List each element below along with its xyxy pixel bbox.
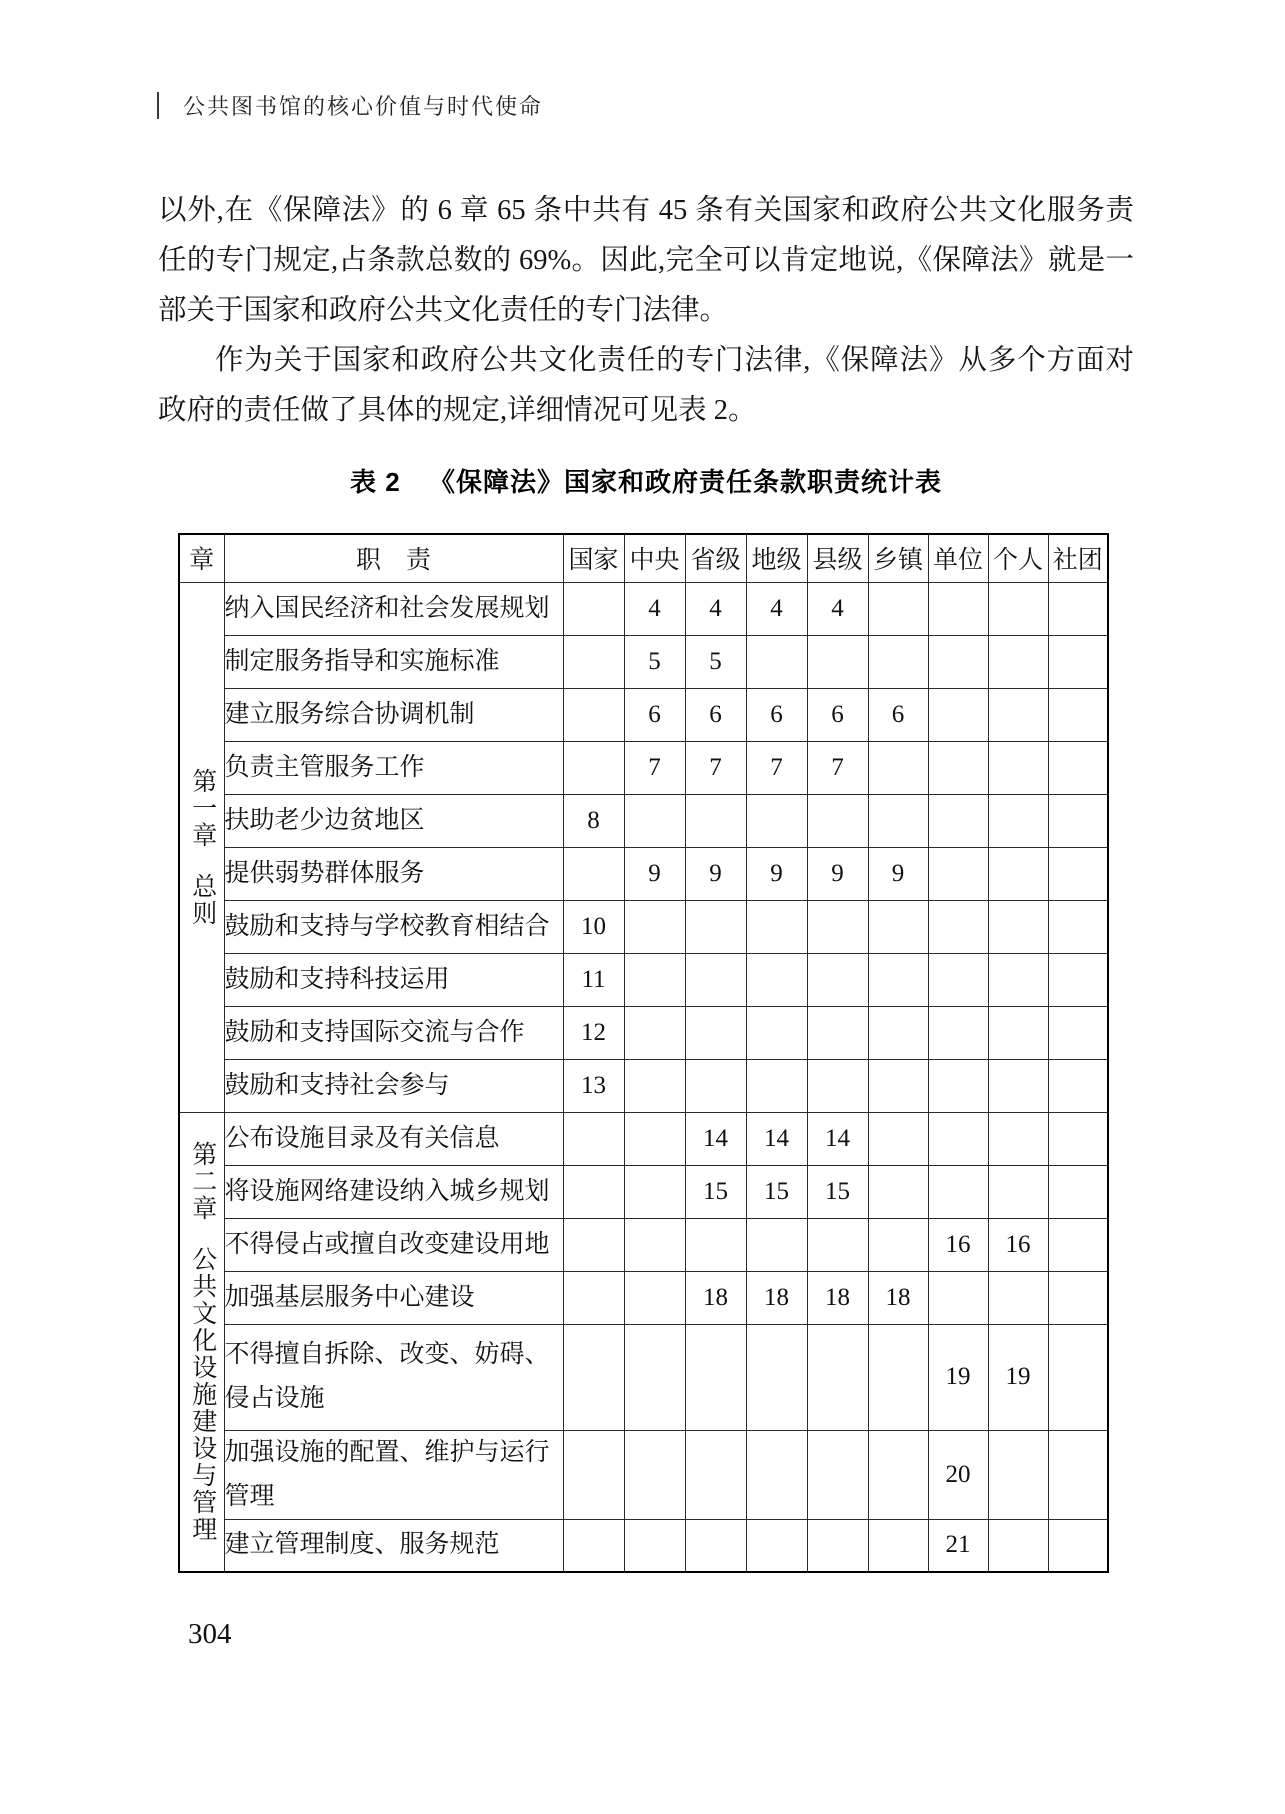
table-row (179, 688, 1108, 741)
duty-cell: 公布设施目录及有关信息 (224, 1112, 563, 1165)
value-cell: 19 (988, 1324, 1048, 1430)
value-cell (807, 1324, 868, 1430)
value-cell (685, 1324, 746, 1430)
paragraph-2: 作为关于国家和政府公共文化责任的专门法律,《保障法》从多个方面对政府的责任做了具体的规定,详细情况可见表 2。 (158, 345, 1134, 426)
value-cell (746, 1519, 807, 1572)
table-row (179, 1430, 1108, 1519)
value-cell: 14 (807, 1112, 868, 1165)
value-cell (868, 635, 928, 688)
value-cell (624, 953, 685, 1006)
duty-cell: 鼓励和支持国际交流与合作 (224, 1006, 563, 1059)
value-cell: 8 (563, 794, 624, 847)
value-cell (988, 1271, 1048, 1324)
value-cell (624, 1112, 685, 1165)
value-cell (868, 794, 928, 847)
paragraph-1: 以外,在《保障法》的 6 章 65 条中共有 45 条有关国家和政府公共文化服务责任的专门规定,占条款总数的 69%。因此,完全可以肯定地说,《保障法》就是一部关于国家和政府公共文化责任的专门法律。 (158, 195, 1134, 326)
value-cell (807, 1218, 868, 1271)
value-cell (563, 1165, 624, 1218)
running-header (157, 90, 543, 121)
value-cell: 13 (563, 1059, 624, 1112)
column-header-3: 中央 (624, 534, 685, 582)
duty-cell: 鼓励和支持与学校教育相结合 (224, 900, 563, 953)
column-header-1: 职 责 (224, 534, 563, 582)
value-cell (807, 953, 868, 1006)
value-cell (868, 1218, 928, 1271)
value-cell: 15 (746, 1165, 807, 1218)
column-header-5: 地级 (746, 534, 807, 582)
value-cell: 4 (746, 582, 807, 635)
value-cell (868, 582, 928, 635)
value-cell (685, 1218, 746, 1271)
column-header-6: 县级 (807, 534, 868, 582)
value-cell (988, 741, 1048, 794)
duty-cell: 扶助老少边贫地区 (224, 794, 563, 847)
value-cell: 6 (807, 688, 868, 741)
value-cell (868, 900, 928, 953)
value-cell (988, 1430, 1048, 1519)
value-cell: 19 (928, 1324, 988, 1430)
chapter-label-line: 总则 (188, 872, 216, 927)
value-cell (1048, 1430, 1108, 1519)
value-cell: 18 (807, 1271, 868, 1324)
value-cell (624, 1271, 685, 1324)
header-rule-icon (157, 92, 159, 119)
value-cell (868, 1006, 928, 1059)
value-cell (624, 1059, 685, 1112)
value-cell: 9 (685, 847, 746, 900)
column-header-10: 社团 (1048, 534, 1108, 582)
value-cell (928, 1006, 988, 1059)
value-cell (624, 1519, 685, 1572)
column-header-8: 单位 (928, 534, 988, 582)
table-row (179, 1519, 1108, 1572)
value-cell (928, 741, 988, 794)
value-cell (624, 1324, 685, 1430)
value-cell (1048, 1165, 1108, 1218)
value-cell (1048, 741, 1108, 794)
value-cell (746, 1430, 807, 1519)
duty-cell: 负责主管服务工作 (224, 741, 563, 794)
value-cell (988, 1112, 1048, 1165)
duty-cell: 建立管理制度、服务规范 (224, 1519, 563, 1572)
value-cell: 14 (746, 1112, 807, 1165)
value-cell (746, 1324, 807, 1430)
table-row (179, 1271, 1108, 1324)
table-row (179, 1165, 1108, 1218)
table-caption-title: 《保障法》国家和政府责任条款职责统计表 (428, 467, 942, 497)
value-cell (1048, 1218, 1108, 1271)
value-cell (563, 847, 624, 900)
value-cell (685, 900, 746, 953)
column-header-0: 章 (179, 534, 224, 582)
value-cell (988, 635, 1048, 688)
value-cell (988, 582, 1048, 635)
value-cell (988, 1519, 1048, 1572)
value-cell (807, 900, 868, 953)
table-caption-number: 表 2 (350, 467, 401, 497)
value-cell: 6 (624, 688, 685, 741)
value-cell (746, 794, 807, 847)
value-cell (746, 635, 807, 688)
value-cell (988, 953, 1048, 1006)
running-header-text: 公共图书馆的核心价值与时代使命 (183, 94, 544, 119)
value-cell (1048, 1059, 1108, 1112)
value-cell (685, 1430, 746, 1519)
duty-cell: 提供弱势群体服务 (224, 847, 563, 900)
table-row (179, 794, 1108, 847)
chapter-label-line: 第二章 (188, 1140, 216, 1222)
value-cell (1048, 688, 1108, 741)
value-cell (928, 635, 988, 688)
value-cell (1048, 1112, 1108, 1165)
table-row (179, 1006, 1108, 1059)
value-cell (988, 1165, 1048, 1218)
value-cell (1048, 582, 1108, 635)
table-row (179, 847, 1108, 900)
value-cell (563, 1324, 624, 1430)
value-cell: 12 (563, 1006, 624, 1059)
value-cell (868, 1165, 928, 1218)
duty-cell: 鼓励和支持社会参与 (224, 1059, 563, 1112)
value-cell: 6 (746, 688, 807, 741)
value-cell (746, 1218, 807, 1271)
value-cell (807, 1006, 868, 1059)
value-cell: 5 (685, 635, 746, 688)
value-cell: 16 (988, 1218, 1048, 1271)
value-cell (868, 953, 928, 1006)
duty-cell: 加强基层服务中心建设 (224, 1271, 563, 1324)
value-cell (868, 1112, 928, 1165)
value-cell: 18 (746, 1271, 807, 1324)
duty-cell: 制定服务指导和实施标准 (224, 635, 563, 688)
value-cell: 9 (807, 847, 868, 900)
value-cell (928, 688, 988, 741)
value-cell: 7 (746, 741, 807, 794)
value-cell: 5 (624, 635, 685, 688)
value-cell (928, 847, 988, 900)
value-cell: 9 (746, 847, 807, 900)
responsibility-statistics-table (178, 533, 1109, 1573)
value-cell (928, 953, 988, 1006)
table-row (179, 582, 1108, 635)
duty-cell: 不得擅自拆除、改变、妨碍、侵占设施 (224, 1324, 563, 1430)
value-cell: 16 (928, 1218, 988, 1271)
chapter-label-2 (179, 1112, 224, 1572)
value-cell (988, 1006, 1048, 1059)
value-cell: 14 (685, 1112, 746, 1165)
page-number: 304 (188, 1618, 232, 1650)
value-cell: 20 (928, 1430, 988, 1519)
table-row (179, 1059, 1108, 1112)
column-header-9: 个人 (988, 534, 1048, 582)
value-cell (746, 900, 807, 953)
value-cell (624, 900, 685, 953)
value-cell (563, 1430, 624, 1519)
value-cell (807, 1430, 868, 1519)
value-cell: 9 (868, 847, 928, 900)
value-cell: 21 (928, 1519, 988, 1572)
value-cell (685, 794, 746, 847)
value-cell (928, 1271, 988, 1324)
value-cell (988, 688, 1048, 741)
duty-cell: 将设施网络建设纳入城乡规划 (224, 1165, 563, 1218)
value-cell: 6 (685, 688, 746, 741)
column-header-7: 乡镇 (868, 534, 928, 582)
value-cell (807, 1059, 868, 1112)
value-cell (685, 1519, 746, 1572)
value-cell: 4 (624, 582, 685, 635)
value-cell: 18 (685, 1271, 746, 1324)
value-cell (807, 794, 868, 847)
value-cell (807, 1519, 868, 1572)
value-cell (1048, 794, 1108, 847)
table-caption (158, 462, 1134, 499)
value-cell (1048, 1006, 1108, 1059)
value-cell (563, 1112, 624, 1165)
value-cell (1048, 1324, 1108, 1430)
value-cell (624, 794, 685, 847)
value-cell (988, 794, 1048, 847)
value-cell: 9 (624, 847, 685, 900)
value-cell (988, 1059, 1048, 1112)
duty-cell: 建立服务综合协调机制 (224, 688, 563, 741)
value-cell (624, 1218, 685, 1271)
value-cell (928, 1059, 988, 1112)
value-cell (563, 1271, 624, 1324)
value-cell (1048, 847, 1108, 900)
value-cell (988, 900, 1048, 953)
duty-cell: 纳入国民经济和社会发展规划 (224, 582, 563, 635)
chapter-label-line: 第一章 (188, 767, 216, 849)
value-cell (685, 1059, 746, 1112)
duty-cell: 不得侵占或擅自改变建设用地 (224, 1218, 563, 1271)
value-cell: 4 (807, 582, 868, 635)
value-cell (685, 953, 746, 1006)
value-cell (746, 953, 807, 1006)
value-cell (746, 1006, 807, 1059)
value-cell (868, 1324, 928, 1430)
value-cell (928, 1165, 988, 1218)
chapter-label-1 (179, 582, 224, 1112)
value-cell (563, 635, 624, 688)
page-content (158, 186, 1134, 1573)
value-cell (563, 582, 624, 635)
duty-cell: 加强设施的配置、维护与运行管理 (224, 1430, 563, 1519)
value-cell (1048, 1271, 1108, 1324)
value-cell (563, 1218, 624, 1271)
table-row (179, 741, 1108, 794)
table-header-row (179, 534, 1108, 582)
value-cell (928, 900, 988, 953)
column-header-2: 国家 (563, 534, 624, 582)
value-cell (928, 582, 988, 635)
value-cell (1048, 900, 1108, 953)
value-cell: 6 (868, 688, 928, 741)
value-cell (868, 1519, 928, 1572)
value-cell (868, 1430, 928, 1519)
value-cell (1048, 953, 1108, 1006)
value-cell (1048, 1519, 1108, 1572)
value-cell: 11 (563, 953, 624, 1006)
column-header-4: 省级 (685, 534, 746, 582)
value-cell (746, 1059, 807, 1112)
duty-cell: 鼓励和支持科技运用 (224, 953, 563, 1006)
value-cell (563, 688, 624, 741)
table-row (179, 635, 1108, 688)
value-cell (1048, 635, 1108, 688)
value-cell: 15 (685, 1165, 746, 1218)
value-cell (807, 635, 868, 688)
table-row (179, 1324, 1108, 1430)
value-cell (563, 1519, 624, 1572)
value-cell: 7 (685, 741, 746, 794)
value-cell: 15 (807, 1165, 868, 1218)
value-cell: 18 (868, 1271, 928, 1324)
chapter-label-line: 公共文化设施建设与管理 (188, 1245, 216, 1543)
table-row (179, 1218, 1108, 1271)
table-row (179, 900, 1108, 953)
value-cell (624, 1006, 685, 1059)
value-cell (868, 741, 928, 794)
value-cell (928, 1112, 988, 1165)
value-cell (563, 741, 624, 794)
table-row (179, 1112, 1108, 1165)
value-cell (685, 1006, 746, 1059)
value-cell: 7 (624, 741, 685, 794)
value-cell: 10 (563, 900, 624, 953)
value-cell (868, 1059, 928, 1112)
value-cell (988, 847, 1048, 900)
table-row (179, 953, 1108, 1006)
value-cell (928, 794, 988, 847)
value-cell: 4 (685, 582, 746, 635)
value-cell (624, 1430, 685, 1519)
value-cell (624, 1165, 685, 1218)
value-cell: 7 (807, 741, 868, 794)
